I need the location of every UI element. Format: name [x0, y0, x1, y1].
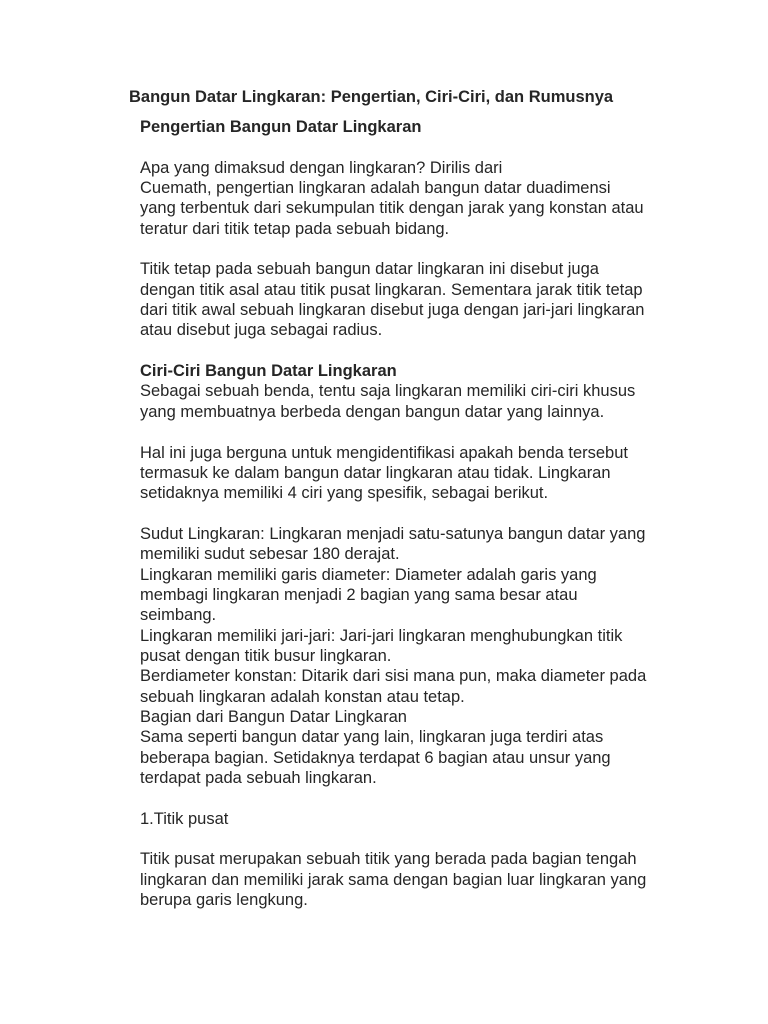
paragraph-line: memiliki sudut sebesar 180 derajat. — [140, 545, 400, 564]
paragraph-line: Sudut Lingkaran: Lingkaran menjadi satu-satunya bangun datar yang — [140, 524, 646, 543]
paragraph-line: Titik pusat merupakan sebuah titik yang berada pada bagian tengah — [140, 850, 637, 869]
paragraph-line: yang terbentuk dari sekumpulan titik dengan jarak yang konstan atau — [140, 199, 644, 218]
paragraph-line: Hal ini juga berguna untuk mengidentifikasi apakah benda tersebut — [140, 443, 628, 462]
blank-line — [140, 239, 700, 259]
blank-line — [140, 504, 700, 524]
paragraph-line: berupa garis lengkung. — [140, 891, 308, 910]
paragraph-line: Bagian dari Bangun Datar Lingkaran — [140, 707, 407, 726]
paragraph-line: Berdiameter konstan: Ditarik dari sisi mana pun, maka diameter pada — [140, 667, 647, 686]
section-heading: Pengertian Bangun Datar Lingkaran — [140, 118, 422, 136]
paragraph-line: teratur dari titik tetap pada sebuah bidang. — [140, 219, 450, 238]
paragraph-line: sebuah lingkaran adalah konstan atau tetap. — [140, 687, 465, 706]
document-title: Bangun Datar Lingkaran: Pengertian, Ciri-Ciri, dan Rumusnya — [129, 88, 614, 106]
paragraph-line: beberapa bagian. Setidaknya terdapat 6 bagian atau unsur yang — [140, 748, 611, 767]
paragraph-line: 1.Titik pusat — [140, 809, 229, 828]
paragraph-line: Lingkaran memiliki jari-jari: Jari-jari lingkaran menghubungkan titik — [140, 626, 623, 645]
paragraph-line: Lingkaran memiliki garis diameter: Diameter adalah garis yang — [140, 565, 597, 584]
blank-line — [140, 829, 700, 849]
blank-line — [140, 788, 700, 808]
paragraph-line: Apa yang dimaksud dengan lingkaran? Dirilis dari — [140, 158, 503, 177]
paragraph-line: lingkaran dan memiliki jarak sama dengan bagian luar lingkaran yang — [140, 870, 647, 889]
blank-line — [140, 422, 700, 442]
paragraph-line: Sama seperti bangun datar yang lain, lingkaran juga terdiri atas — [140, 728, 604, 747]
paragraph-line: seimbang. — [140, 606, 217, 625]
paragraph-line: setidaknya memiliki 4 ciri yang spesifik, sebagai berikut. — [140, 484, 549, 503]
paragraph-line: termasuk ke dalam bangun datar lingkaran atau tidak. Lingkaran — [140, 463, 611, 482]
paragraph-line: dari titik awal sebuah lingkaran disebut juga dengan jari-jari lingkaran — [140, 301, 645, 320]
paragraph-line: atau disebut juga sebagai radius. — [140, 321, 383, 340]
paragraph-line: yang membuatnya berbeda dengan bangun datar yang lainnya. — [140, 402, 605, 421]
blank-line — [140, 341, 700, 361]
document-body — [140, 117, 700, 910]
paragraph-line: pusat dengan titik busur lingkaran. — [140, 646, 392, 665]
section-heading: Ciri-Ciri Bangun Datar Lingkaran — [140, 362, 397, 381]
blank-line — [140, 137, 700, 157]
paragraph-line: Cuemath, pengertian lingkaran adalah bangun datar duadimensi — [140, 179, 611, 198]
paragraph-line: membagi lingkaran menjadi 2 bagian yang sama besar atau — [140, 585, 578, 604]
paragraph-line: terdapat pada sebuah lingkaran. — [140, 769, 377, 787]
paragraph-line: Titik tetap pada sebuah bangun datar lingkaran ini disebut juga — [140, 260, 599, 279]
paragraph-line: Sebagai sebuah benda, tentu saja lingkaran memiliki ciri-ciri khusus — [140, 382, 636, 401]
paragraph-line: dengan titik asal atau titik pusat lingkaran. Sementara jarak titik tetap — [140, 280, 643, 299]
